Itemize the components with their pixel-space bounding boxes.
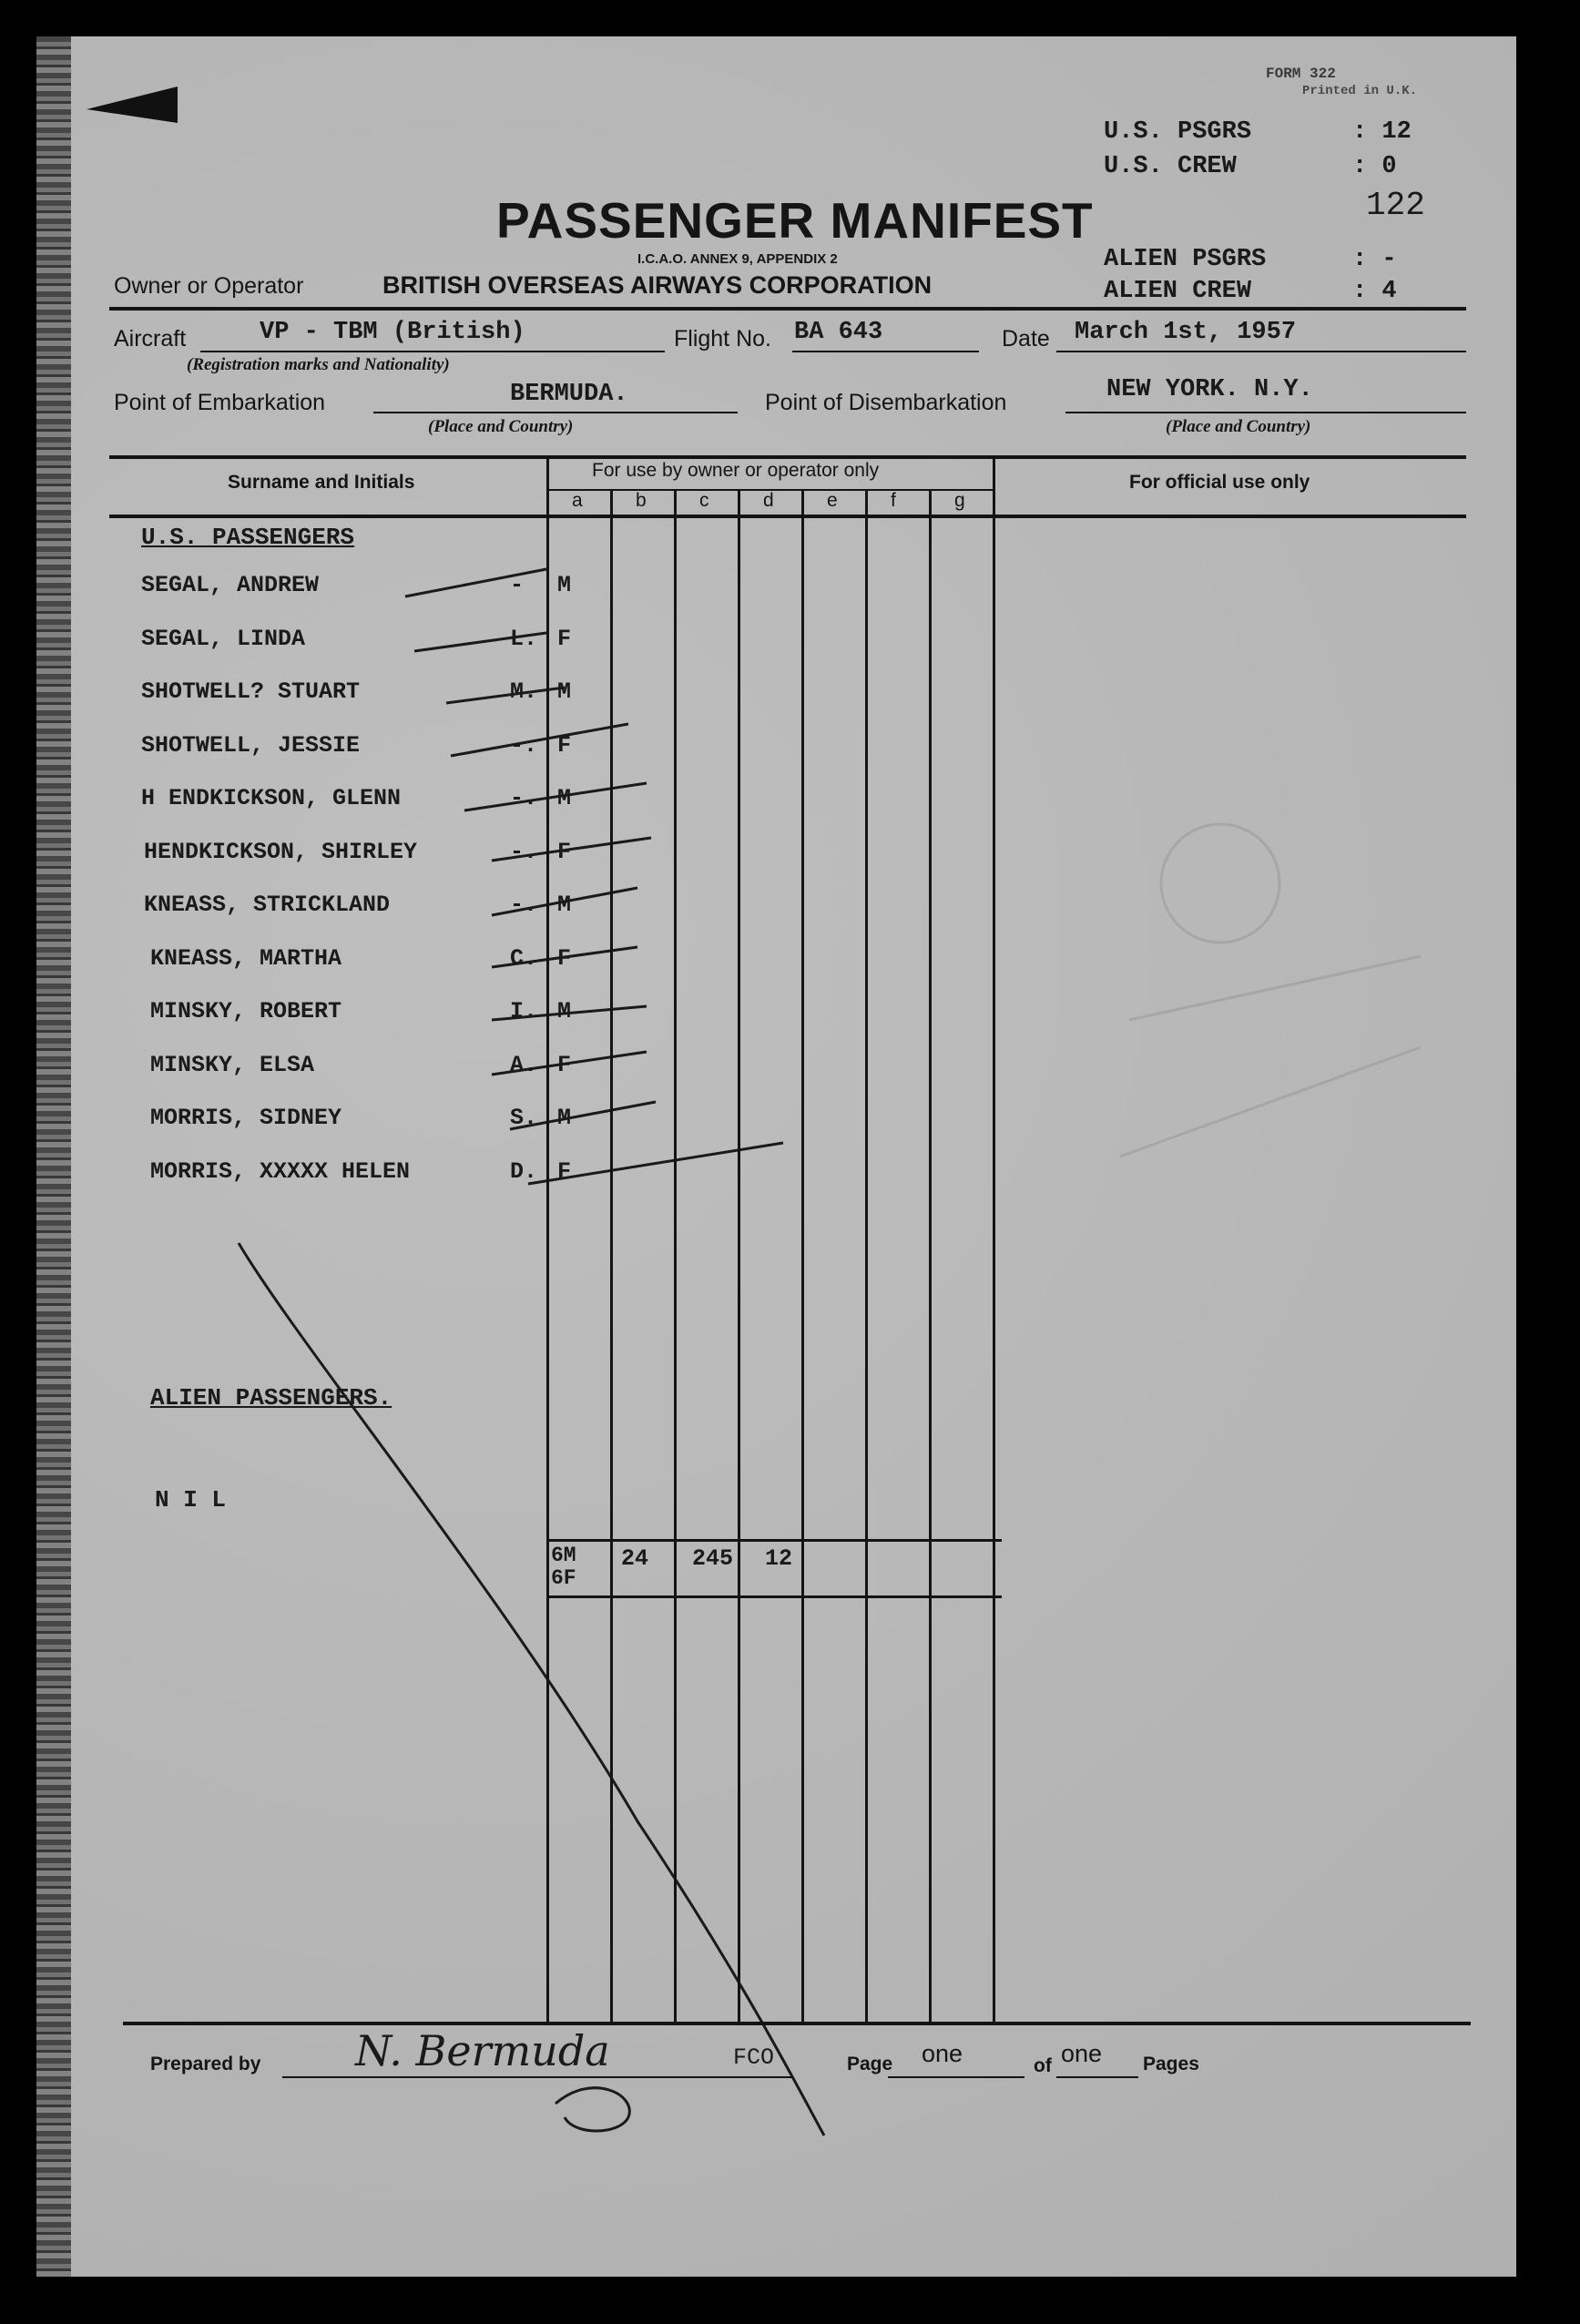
column-header-e: e: [827, 490, 838, 511]
passenger-sex: M: [557, 785, 572, 811]
surname-header: Surname and Initials: [228, 472, 415, 493]
alien-passengers-heading: ALIEN PASSENGERS.: [150, 1384, 392, 1412]
alien-crew-value: : 4: [1352, 278, 1397, 305]
form-code: FORM 322: [1266, 66, 1336, 82]
total-a-male: 6M: [551, 1544, 576, 1567]
us-psgrs-value: : 12: [1352, 118, 1412, 146]
passenger-name: SEGAL, LINDA: [141, 625, 306, 652]
total-b: 24: [621, 1545, 649, 1572]
column-header-f: f: [891, 490, 896, 511]
alien-passengers-nil: N I L: [155, 1486, 227, 1514]
passenger-name: HENDKICKSON, SHIRLEY: [144, 838, 418, 865]
passenger-initial: I.: [510, 998, 538, 1024]
column-header-b: b: [636, 490, 647, 511]
aircraft-caption: (Registration marks and Nationality): [187, 355, 450, 374]
faded-stamp-icon: [1120, 824, 1421, 1157]
column-header-a: a: [572, 490, 583, 511]
passenger-name: MORRIS, XXXXX HELEN: [150, 1157, 411, 1185]
col-line-2: [674, 489, 677, 2023]
rule-date: [1056, 351, 1466, 352]
passenger-name: H ENDKICKSON, GLENN: [141, 785, 402, 811]
rule-aircraft: [200, 351, 665, 352]
passenger-initial: -: [510, 572, 525, 598]
passenger-initial: -.: [510, 892, 538, 918]
passenger-sex: F: [557, 625, 572, 652]
page-title: PASSENGER MANIFEST: [496, 192, 1094, 249]
column-header-g: g: [954, 490, 965, 511]
passenger-initial: C.: [510, 944, 538, 972]
rule-of: [1056, 2076, 1138, 2078]
disembark-label: Point of Disembarkation: [765, 390, 1007, 415]
owner-label: Owner or Operator: [114, 273, 304, 299]
rule-embark: [373, 412, 738, 413]
passenger-name: MINSKY, ROBERT: [150, 998, 342, 1024]
totals-top-rule: [546, 1539, 1002, 1542]
total-a-female: 6F: [551, 1566, 576, 1590]
passenger-sex: F: [557, 944, 572, 972]
diagonal-pen-stroke: [239, 1243, 824, 2135]
prepared-by-label: Prepared by: [150, 2054, 261, 2074]
date-label: Date: [1002, 326, 1050, 352]
passenger-initial: -.: [510, 785, 538, 811]
passenger-sex: M: [557, 998, 572, 1024]
page-number: 122: [1366, 187, 1425, 224]
aircraft-label: Aircraft: [114, 326, 187, 352]
passenger-sex: F: [557, 1157, 572, 1185]
passenger-initial: -.: [510, 838, 538, 865]
col-line-7: [993, 457, 995, 2023]
prepared-signature: N. Bermuda: [355, 2026, 610, 2075]
pages-label: Pages: [1143, 2054, 1199, 2074]
alien-crew-label: ALIEN CREW: [1104, 278, 1252, 305]
passenger-initial: -.: [510, 731, 538, 759]
col-line-3: [738, 489, 740, 2023]
page-label: Page: [847, 2054, 893, 2074]
passenger-name: SHOTWELL, JESSIE: [141, 731, 361, 759]
alien-psgrs-label: ALIEN PSGRS: [1104, 246, 1267, 273]
col-line-0: [546, 457, 549, 2023]
us-psgrs-label: U.S. PSGRS: [1104, 118, 1252, 146]
us-crew-label: U.S. CREW: [1104, 153, 1237, 180]
total-c: 245: [692, 1545, 734, 1572]
embark-label: Point of Embarkation: [114, 390, 326, 415]
passenger-name: SEGAL, ANDREW: [141, 572, 320, 598]
disembark-value: NEW YORK. N.Y.: [1106, 376, 1313, 403]
column-header-d: d: [763, 490, 774, 511]
date-value: March 1st, 1957: [1075, 319, 1297, 346]
passenger-sex: F: [557, 838, 572, 865]
rule-disembark: [1065, 412, 1466, 413]
owner-use-header: For use by owner or operator only: [592, 460, 880, 481]
table-bottom-rule: [123, 2022, 1471, 2025]
totals-bottom-rule: [546, 1595, 1002, 1598]
flight-label: Flight No.: [674, 326, 771, 352]
passenger-sex: F: [557, 1051, 572, 1078]
corner-arrow-icon: [87, 87, 178, 123]
of-value: one: [1061, 2040, 1103, 2067]
prepared-suffix: FCO: [733, 2044, 775, 2071]
passenger-initial: L.: [510, 625, 538, 652]
passenger-sex: F: [557, 731, 572, 759]
col-line-4: [801, 489, 804, 2023]
signature-flourish: [556, 2088, 629, 2131]
rule-flight: [792, 351, 979, 352]
alien-psgrs-value: : -: [1352, 246, 1397, 273]
rule-owner: [109, 307, 1466, 311]
aircraft-value: VP - TBM (British): [260, 319, 525, 346]
passenger-sex: M: [557, 678, 572, 705]
official-use-header: For official use only: [1129, 472, 1310, 493]
owner-value: BRITISH OVERSEAS AIRWAYS CORPORATION: [382, 271, 933, 299]
passenger-sex: M: [557, 1105, 572, 1131]
passenger-initial: A.: [510, 1051, 538, 1078]
col-line-5: [865, 489, 868, 2023]
table-top-rule: [109, 455, 1466, 459]
us-crew-value: : 0: [1352, 153, 1397, 180]
passenger-name: SHOTWELL? STUART: [141, 678, 361, 705]
passenger-name: MINSKY, ELSA: [150, 1051, 315, 1078]
passenger-initial: D.: [510, 1157, 538, 1185]
rule-prepared: [282, 2076, 792, 2078]
flight-value: BA 643: [794, 319, 883, 346]
passenger-sex: M: [557, 892, 572, 918]
passenger-name: KNEASS, MARTHA: [150, 944, 342, 972]
column-header-c: c: [699, 490, 709, 511]
disembark-caption: (Place and Country): [1166, 417, 1311, 436]
embark-caption: (Place and Country): [428, 417, 574, 436]
page-subtitle: I.C.A.O. ANNEX 9, APPENDIX 2: [637, 251, 838, 267]
passenger-sex: M: [557, 572, 572, 598]
total-d: 12: [765, 1545, 793, 1572]
us-passengers-heading: U.S. PASSENGERS: [141, 524, 355, 551]
col-line-1: [610, 489, 613, 2023]
passenger-name: KNEASS, STRICKLAND: [144, 892, 391, 918]
passenger-name: MORRIS, SIDNEY: [150, 1105, 342, 1131]
table-header-rule: [109, 515, 1466, 518]
passenger-initial: M.: [510, 678, 538, 705]
row-tick-strokes: [405, 569, 783, 1184]
form-printed-in: Printed in U.K.: [1302, 84, 1418, 98]
of-label: of: [1034, 2055, 1052, 2076]
embark-value: BERMUDA.: [510, 381, 628, 408]
passenger-initial: S.: [510, 1105, 538, 1131]
col-line-6: [929, 489, 932, 2023]
rule-page: [888, 2076, 1024, 2078]
page-value: one: [922, 2040, 963, 2067]
